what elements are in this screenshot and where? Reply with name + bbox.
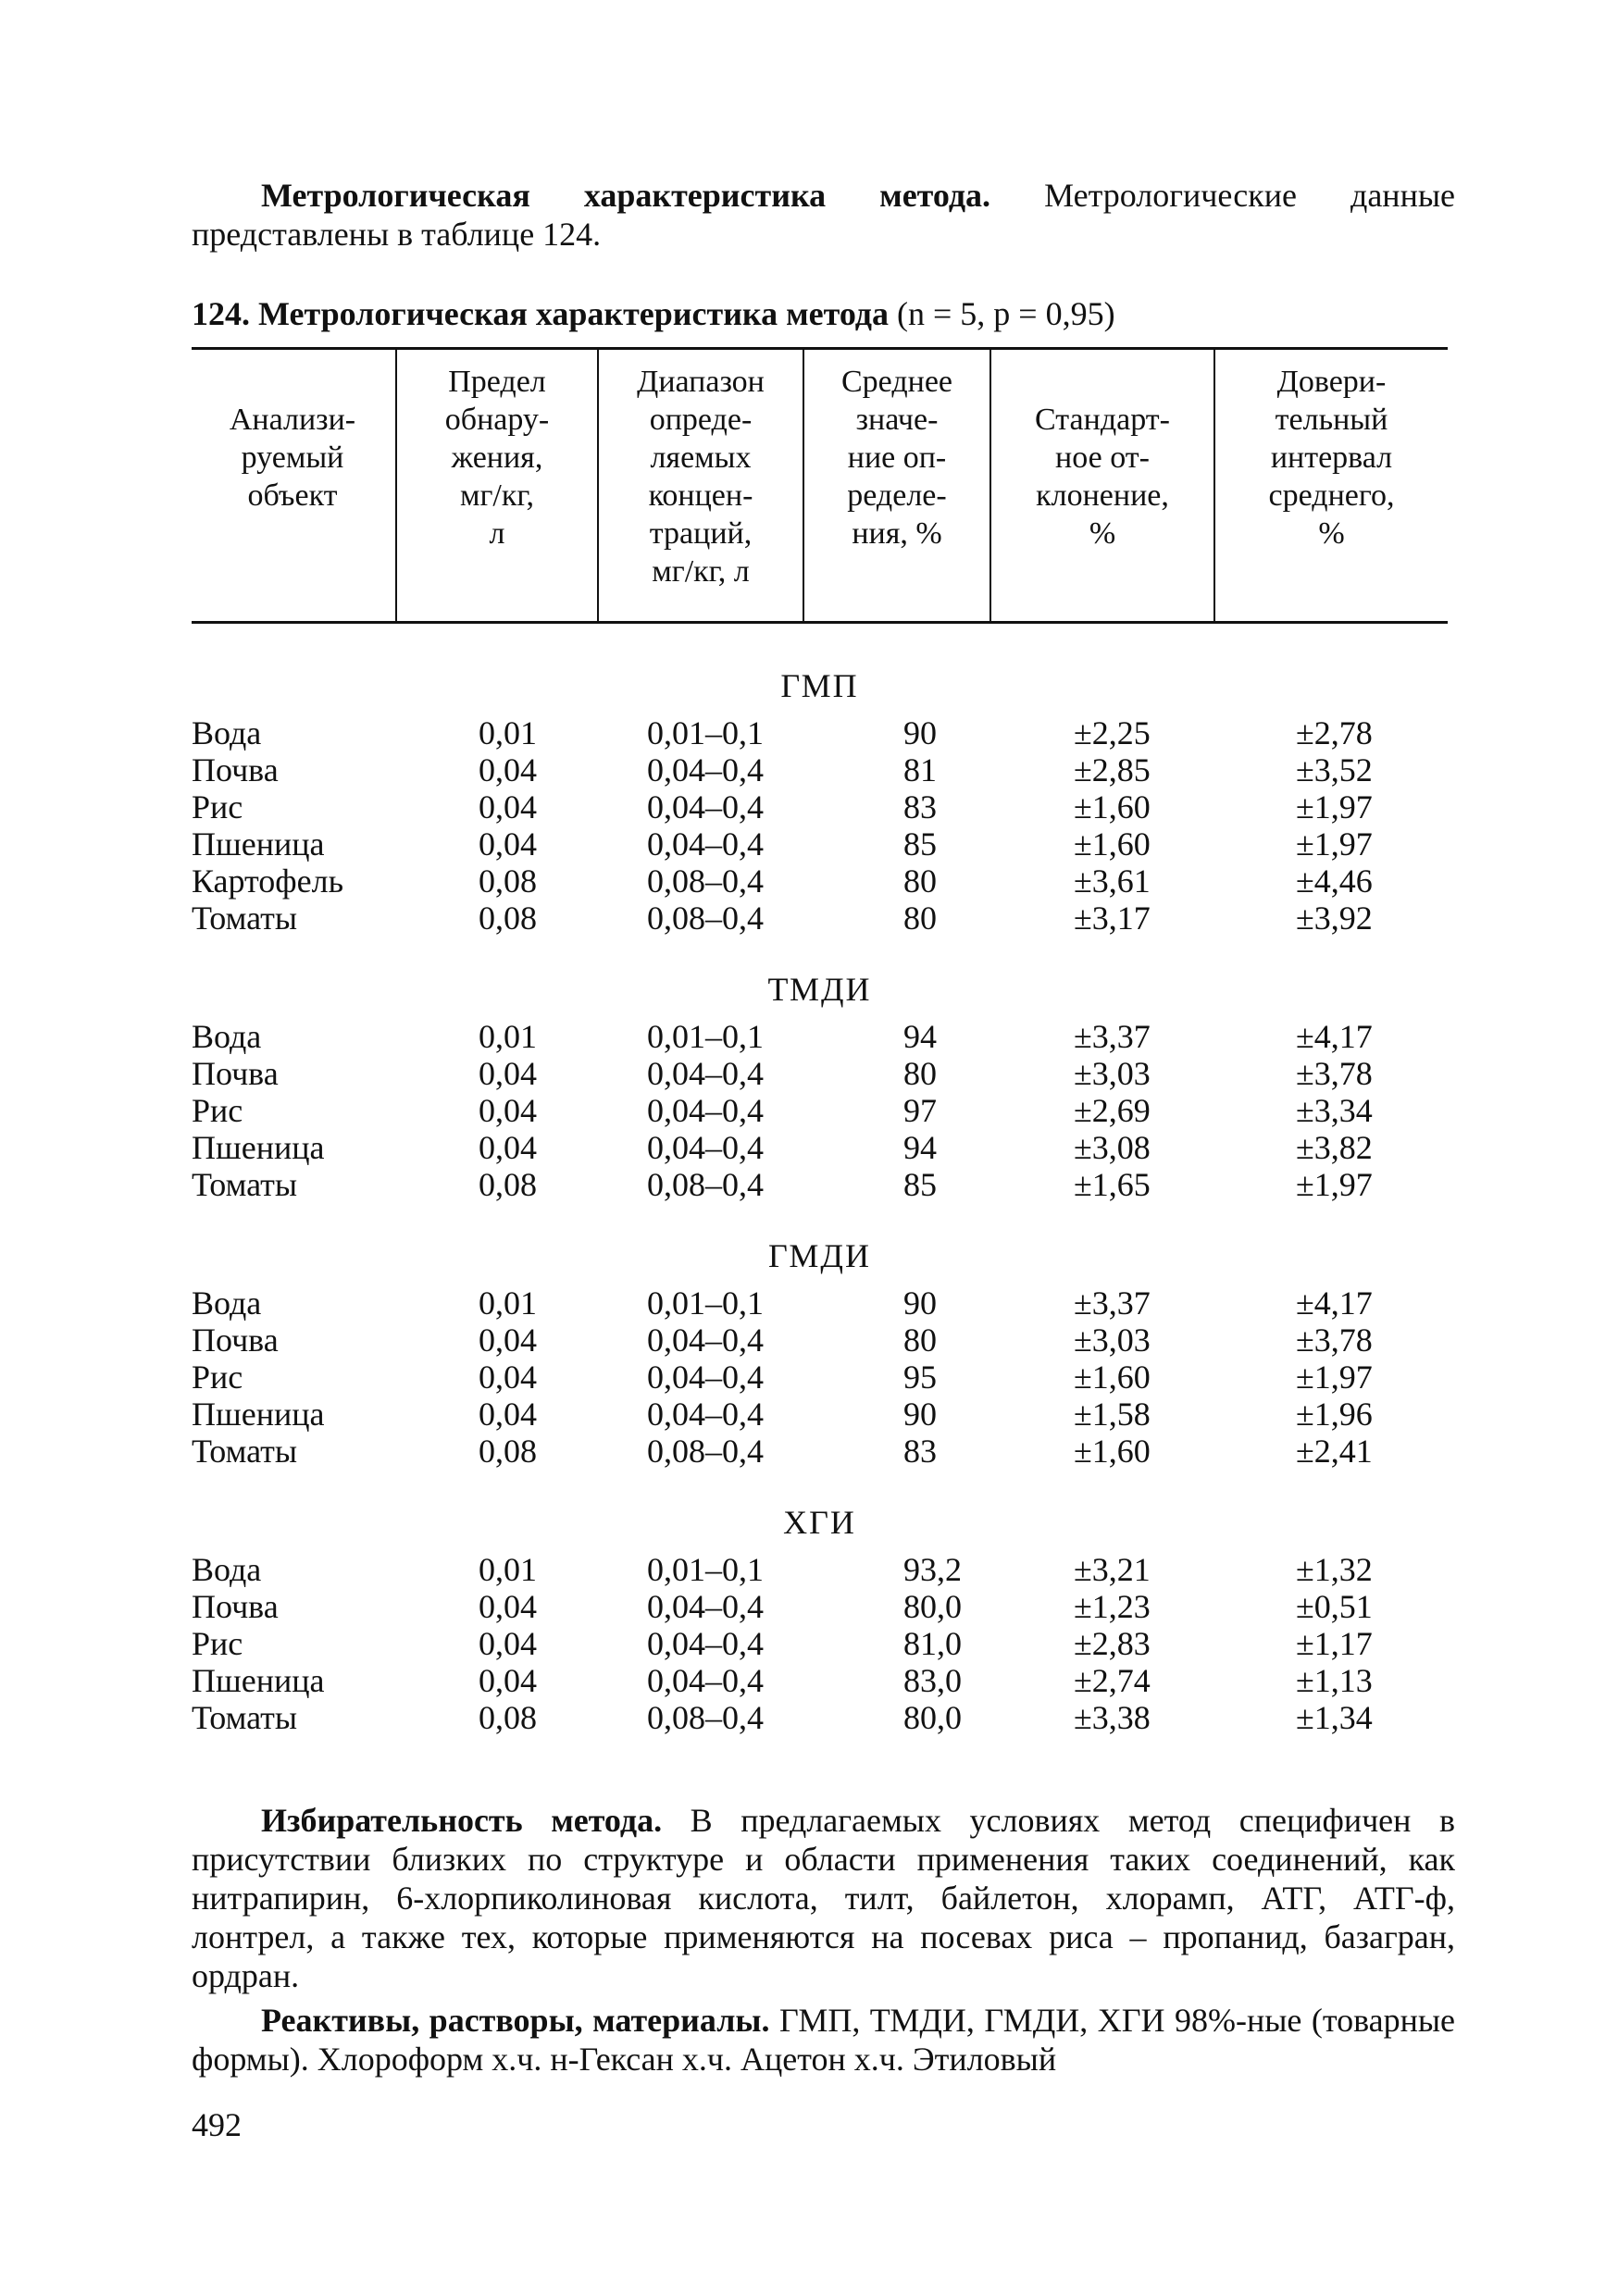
intro-text: Метрологические данные представлены в таблице 124. (192, 177, 1456, 253)
cell-limit: 0,04 (479, 1662, 537, 1699)
selectivity-paragraph (192, 1801, 1455, 1995)
cell-range: 0,04–0,4 (647, 1092, 764, 1129)
section-gap (192, 1203, 1448, 1236)
cell-limit: 0,04 (479, 1396, 537, 1433)
cell-std: ±2,83 (1074, 1625, 1151, 1662)
cell-limit: 0,08 (479, 900, 537, 937)
cell-limit: 0,04 (479, 1322, 537, 1359)
table-header (192, 347, 1448, 624)
cell-range: 0,04–0,4 (647, 1662, 764, 1699)
header-detection-limit: Предел обнару- жения, мг/кг, л (444, 365, 550, 551)
cell-std: ±3,21 (1074, 1551, 1151, 1588)
table-row (192, 788, 1448, 825)
table-row (192, 1129, 1448, 1166)
cell-limit: 0,04 (479, 1129, 537, 1166)
table-row (192, 1285, 1448, 1322)
cell-object: Вода (192, 1018, 262, 1055)
header-std-dev: Стандарт- ное от- клонение, % (1035, 403, 1170, 551)
cell-ci: ±1,17 (1296, 1625, 1373, 1662)
cell-limit: 0,04 (479, 1055, 537, 1092)
cell-mean: 81,0 (903, 1625, 962, 1662)
cell-range: 0,08–0,4 (647, 1433, 764, 1470)
cell-object: Пшеница (192, 1396, 325, 1433)
cell-object: Вода (192, 1551, 262, 1588)
cell-ci: ±2,41 (1296, 1433, 1373, 1470)
table-row (192, 1055, 1448, 1092)
cell-std: ±3,03 (1074, 1322, 1151, 1359)
document-page (192, 176, 1455, 2166)
table-body (192, 666, 1448, 1736)
cell-mean: 90 (903, 1285, 937, 1322)
cell-object: Почва (192, 1588, 279, 1625)
cell-range: 0,08–0,4 (647, 863, 764, 900)
cell-mean: 80 (903, 1322, 937, 1359)
cell-range: 0,01–0,1 (647, 1285, 764, 1322)
cell-std: ±2,69 (1074, 1092, 1151, 1129)
cell-ci: ±1,96 (1296, 1396, 1373, 1433)
cell-std: ±3,08 (1074, 1129, 1151, 1166)
selectivity-lead: Избирательность метода. (261, 1802, 663, 1839)
table-row (192, 1396, 1448, 1433)
table-row (192, 1433, 1448, 1470)
table-row (192, 1092, 1448, 1129)
cell-limit: 0,04 (479, 1588, 537, 1625)
table-caption-params: (n = 5, p = 0,95) (897, 295, 1115, 332)
cell-object: Вода (192, 1285, 262, 1322)
cell-range: 0,01–0,1 (647, 714, 764, 751)
table-row (192, 900, 1448, 937)
cell-ci: ±4,17 (1296, 1285, 1373, 1322)
cell-limit: 0,01 (479, 1551, 537, 1588)
cell-ci: ±1,97 (1296, 1359, 1373, 1396)
cell-limit: 0,01 (479, 1018, 537, 1055)
cell-ci: ±2,78 (1296, 714, 1373, 751)
cell-limit: 0,01 (479, 1285, 537, 1322)
cell-ci: ±3,78 (1296, 1322, 1373, 1359)
cell-mean: 97 (903, 1092, 937, 1129)
cell-ci: ±4,46 (1296, 863, 1373, 900)
cell-mean: 94 (903, 1018, 937, 1055)
table-row (192, 751, 1448, 788)
lower-text (192, 1801, 1455, 2079)
cell-limit: 0,08 (479, 1699, 537, 1736)
cell-mean: 85 (903, 1166, 937, 1203)
table-caption (192, 294, 1455, 333)
cell-range: 0,04–0,4 (647, 1359, 764, 1396)
cell-range: 0,08–0,4 (647, 900, 764, 937)
section-title-gmdi: ГМДИ (768, 1237, 871, 1274)
table-caption-title: Метрологическая характеристика метода (258, 295, 890, 332)
cell-std: ±3,03 (1074, 1055, 1151, 1092)
table-row (192, 1662, 1448, 1699)
cell-object: Картофель (192, 863, 343, 900)
cell-object: Томаты (192, 1699, 298, 1736)
cell-limit: 0,08 (479, 1433, 537, 1470)
cell-std: ±3,38 (1074, 1699, 1151, 1736)
cell-ci: ±1,32 (1296, 1551, 1373, 1588)
cell-ci: ±1,97 (1296, 1166, 1373, 1203)
cell-std: ±1,23 (1074, 1588, 1151, 1625)
cell-mean: 81 (903, 751, 937, 788)
cell-std: ±3,37 (1074, 1285, 1151, 1322)
intro-lead: Метрологическая характеристика метода. (261, 177, 991, 214)
header-range: Диапазон опреде- ляемых концен- траций, мг/кг, л (637, 365, 765, 589)
cell-ci: ±3,92 (1296, 900, 1373, 937)
cell-mean: 80 (903, 1055, 937, 1092)
cell-ci: ±1,13 (1296, 1662, 1373, 1699)
cell-mean: 90 (903, 1396, 937, 1433)
cell-ci: ±1,97 (1296, 825, 1373, 863)
cell-std: ±3,37 (1074, 1018, 1151, 1055)
selectivity-text: В предлагаемых условиях метод специфичен в присутствии близких по структуре и области применения таких соединений, как нитрапирин, 6-хлорпиколиновая кислота, тилт, байлетон, хлорамп, АТГ, АТГ-ф, лонтрел, а также тех, которые применяются на посевах риса – пропанид, базагран, ордран. (192, 1802, 1455, 1994)
cell-std: ±1,60 (1074, 1433, 1151, 1470)
cell-limit: 0,08 (479, 863, 537, 900)
cell-range: 0,04–0,4 (647, 751, 764, 788)
cell-mean: 80,0 (903, 1699, 962, 1736)
table-caption-number: 124. (192, 295, 250, 332)
cell-range: 0,04–0,4 (647, 788, 764, 825)
cell-ci: ±0,51 (1296, 1588, 1373, 1625)
cell-object: Рис (192, 1092, 243, 1129)
cell-ci: ±4,17 (1296, 1018, 1373, 1055)
table-row (192, 1018, 1448, 1055)
cell-std: ±1,60 (1074, 788, 1151, 825)
table-row (192, 714, 1448, 751)
cell-range: 0,04–0,4 (647, 1055, 764, 1092)
cell-std: ±3,61 (1074, 863, 1151, 900)
cell-mean: 83 (903, 1433, 937, 1470)
header-mean: Среднее значе- ние оп- ределе- ния, % (841, 365, 952, 551)
header-confidence: Довери- тельный интервал среднего, % (1268, 365, 1395, 551)
table-row (192, 1359, 1448, 1396)
table-row (192, 1166, 1448, 1203)
table-row (192, 863, 1448, 900)
cell-limit: 0,04 (479, 751, 537, 788)
table-row (192, 1588, 1448, 1625)
table-row (192, 1699, 1448, 1736)
cell-object: Томаты (192, 1433, 298, 1470)
cell-object: Вода (192, 714, 262, 751)
cell-object: Почва (192, 751, 279, 788)
cell-range: 0,01–0,1 (647, 1551, 764, 1588)
page-number: 492 (192, 2106, 242, 2143)
cell-ci: ±3,34 (1296, 1092, 1373, 1129)
cell-range: 0,04–0,4 (647, 1625, 764, 1662)
cell-range: 0,01–0,1 (647, 1018, 764, 1055)
reagents-text: ГМП, ТМДИ, ГМДИ, ХГИ 98%-ные (товарные формы). Хлороформ х.ч. н-Гексан х.ч. Ацетон х.ч. Этиловый (192, 2002, 1456, 2078)
section-title-tmdi: ТМДИ (767, 971, 872, 1008)
cell-mean: 94 (903, 1129, 937, 1166)
cell-range: 0,04–0,4 (647, 1588, 764, 1625)
cell-object: Почва (192, 1055, 279, 1092)
section-title-gmp: ГМП (780, 667, 859, 704)
cell-limit: 0,01 (479, 714, 537, 751)
cell-range: 0,04–0,4 (647, 1129, 764, 1166)
cell-object: Пшеница (192, 1129, 325, 1166)
cell-std: ±3,17 (1074, 900, 1151, 937)
cell-std: ±1,58 (1074, 1396, 1151, 1433)
cell-object: Пшеница (192, 825, 325, 863)
table-row (192, 1625, 1448, 1662)
cell-ci: ±3,78 (1296, 1055, 1373, 1092)
cell-mean: 93,2 (903, 1551, 962, 1588)
cell-object: Рис (192, 788, 243, 825)
cell-object: Почва (192, 1322, 279, 1359)
cell-mean: 85 (903, 825, 937, 863)
cell-std: ±2,25 (1074, 714, 1151, 751)
cell-object: Томаты (192, 900, 298, 937)
cell-range: 0,04–0,4 (647, 1396, 764, 1433)
cell-limit: 0,08 (479, 1166, 537, 1203)
table-row (192, 825, 1448, 863)
cell-mean: 95 (903, 1359, 937, 1396)
cell-mean: 80 (903, 900, 937, 937)
cell-range: 0,04–0,4 (647, 825, 764, 863)
cell-range: 0,08–0,4 (647, 1699, 764, 1736)
cell-object: Томаты (192, 1166, 298, 1203)
cell-mean: 83 (903, 788, 937, 825)
header-object: Анализи- руемый объект (229, 403, 356, 513)
cell-range: 0,04–0,4 (647, 1322, 764, 1359)
reagents-lead: Реактивы, растворы, материалы. (261, 2002, 770, 2039)
cell-object: Пшеница (192, 1662, 325, 1699)
cell-mean: 83,0 (903, 1662, 962, 1699)
cell-std: ±1,60 (1074, 825, 1151, 863)
cell-mean: 80 (903, 863, 937, 900)
cell-mean: 80,0 (903, 1588, 962, 1625)
cell-limit: 0,04 (479, 1092, 537, 1129)
cell-ci: ±3,82 (1296, 1129, 1373, 1166)
cell-object: Рис (192, 1625, 243, 1662)
cell-range: 0,08–0,4 (647, 1166, 764, 1203)
cell-limit: 0,04 (479, 825, 537, 863)
section-gap (192, 937, 1448, 970)
cell-ci: ±1,34 (1296, 1699, 1373, 1736)
section-title-hgi: ХГИ (783, 1504, 856, 1541)
cell-std: ±2,85 (1074, 751, 1151, 788)
intro-paragraph (192, 176, 1455, 254)
cell-std: ±2,74 (1074, 1662, 1151, 1699)
cell-mean: 90 (903, 714, 937, 751)
cell-ci: ±1,97 (1296, 788, 1373, 825)
table-row (192, 1322, 1448, 1359)
reagents-paragraph (192, 2001, 1455, 2079)
cell-limit: 0,04 (479, 1625, 537, 1662)
cell-std: ±1,60 (1074, 1359, 1151, 1396)
cell-ci: ±3,52 (1296, 751, 1373, 788)
table-row (192, 1551, 1448, 1588)
cell-std: ±1,65 (1074, 1166, 1151, 1203)
cell-limit: 0,04 (479, 1359, 537, 1396)
cell-object: Рис (192, 1359, 243, 1396)
cell-limit: 0,04 (479, 788, 537, 825)
section-gap (192, 1470, 1448, 1503)
